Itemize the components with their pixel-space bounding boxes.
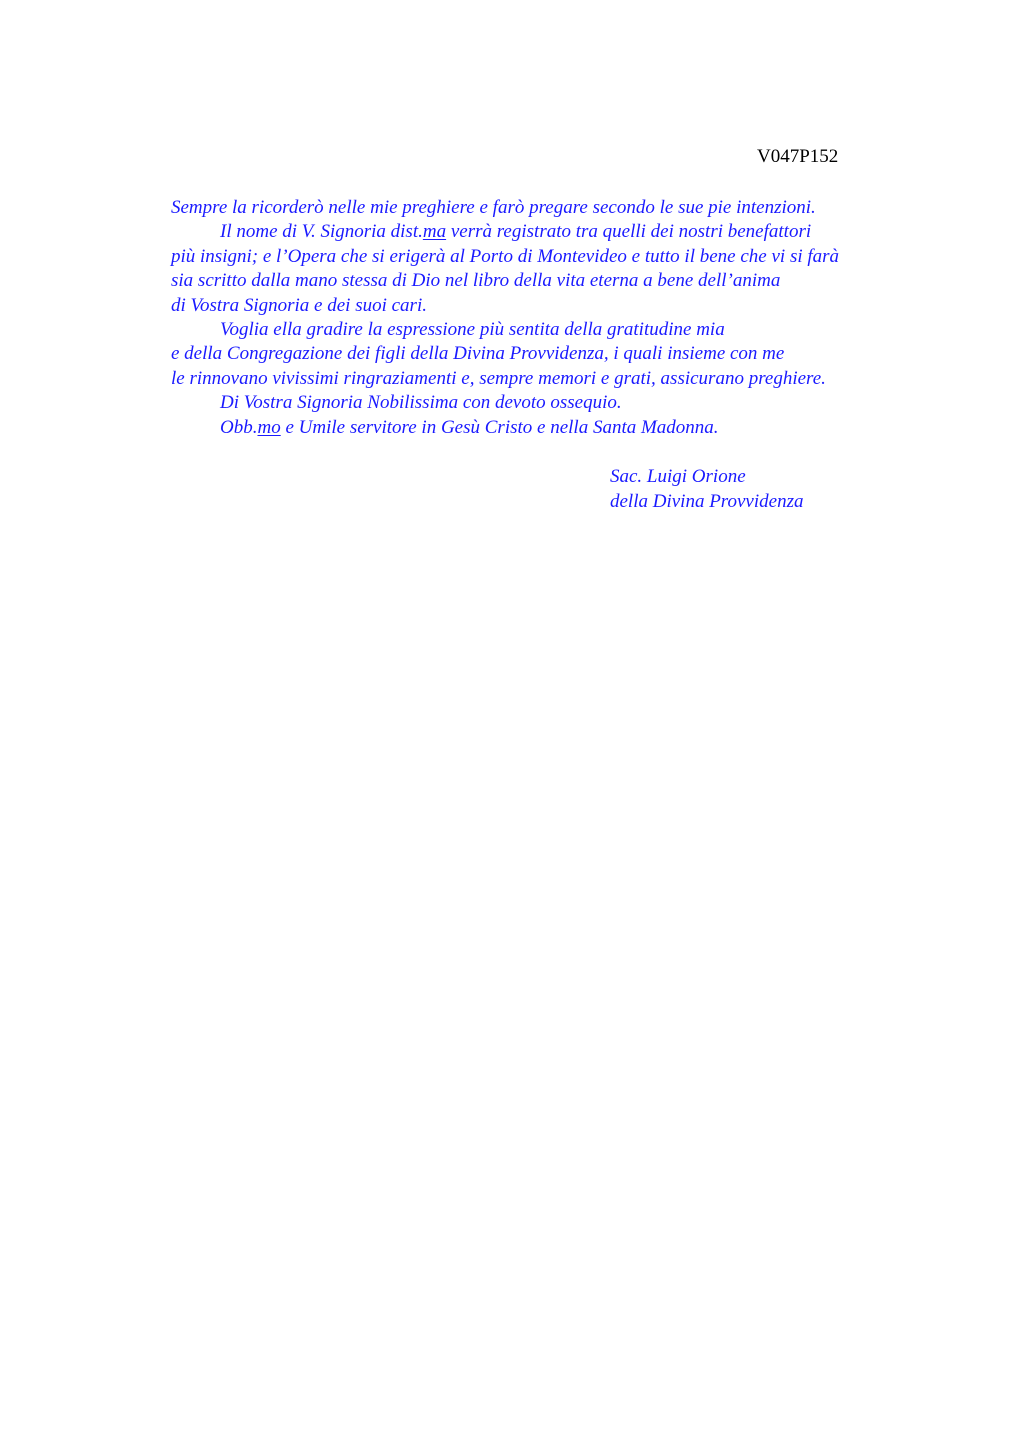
abbreviation-distinctissima: ma [422, 221, 447, 243]
letter-line-2-end: verrà registrato tra quelli dei nostri benefattori [446, 221, 812, 243]
letter-line-2 [171, 220, 911, 244]
letter-line-2-start: Il nome di V. Signoria dist. [220, 221, 423, 243]
letter-line-10-end: e Umile servitore in Gesù Cristo e nella Santa Madonna. [280, 416, 719, 438]
letter-line-8: le rinnovano vivissimi ringraziamenti e, sempre memori e grati, assicurano preghiere. [171, 367, 826, 389]
letter-line-10 [171, 416, 911, 440]
signature-affiliation: della Divina Provvidenza [610, 491, 804, 512]
letter-line-9: Di Vostra Signoria Nobilissima con devoto ossequio. [220, 392, 622, 414]
letter-line-5: di Vostra Signoria e dei suoi cari. [171, 294, 427, 316]
page-reference: V047P152 [757, 146, 839, 167]
signature-block [610, 464, 803, 514]
letter-line-6: Voglia ella gradire la espressione più sentita della gratitudine mia [220, 319, 725, 341]
abbreviation-obbligatissimo: mo [257, 416, 281, 438]
letter-line-10-start: Obb. [220, 416, 258, 438]
letter-line-7: e della Congregazione dei figli della Divina Provvidenza, i quali insieme con me [171, 343, 785, 365]
letter-line-3: più insigni; e l’Opera che si erigerà al Porto di Montevideo e tutto il bene che vi si farà [171, 245, 840, 267]
signature-name: Sac. Luigi Orione [610, 466, 746, 487]
letter-line-4: sia scritto dalla mano stessa di Dio nel libro della vita eterna a bene dell’anima [171, 270, 781, 292]
letter-body [171, 196, 911, 440]
letter-line-1: Sempre la ricorderò nelle mie preghiere e farò pregare secondo le sue pie intenzioni. [171, 197, 816, 218]
